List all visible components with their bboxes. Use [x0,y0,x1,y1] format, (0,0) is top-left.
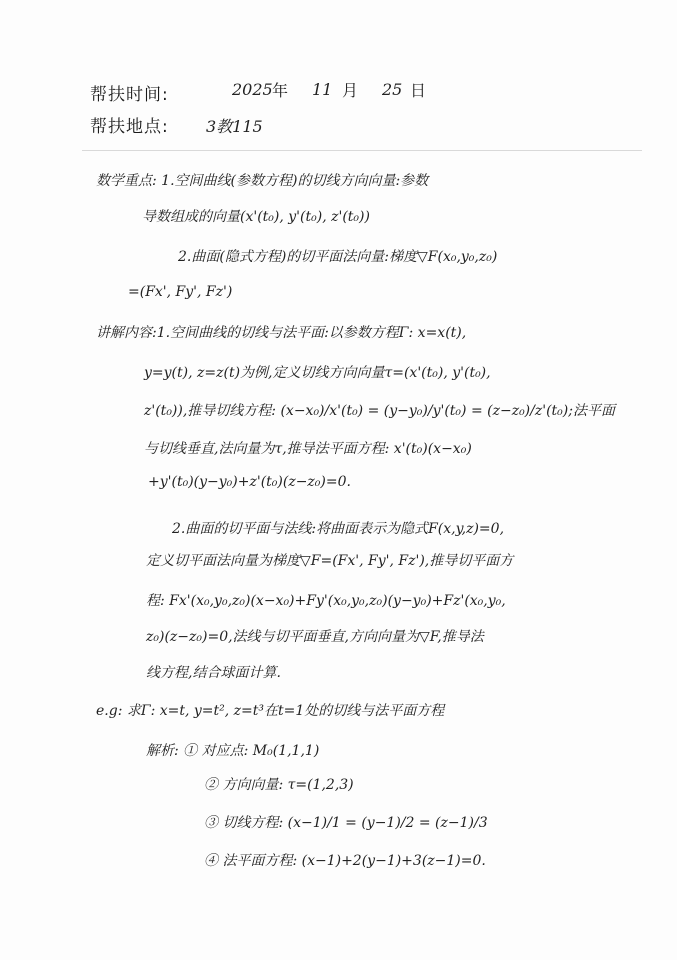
line-key-points-1: 数学重点: 1.空间曲线(参数方程)的切线方向向量:参数 [96,173,429,189]
line-content-7: 定义切平面法向量为梯度▽F=(Fx', Fy', Fz'),推导切平面方 [146,553,514,569]
place-value: 3教115 [206,117,263,136]
line-content-8: 程: Fx'(x₀,y₀,z₀)(x−x₀)+Fy'(x₀,y₀,z₀)(y−y₀)+Fz'(x₀,y₀, [146,593,506,609]
year-value: 2025 [232,80,273,99]
place-label: 帮扶地点: [90,117,169,137]
month-unit: 月 [342,81,359,100]
example-problem: e.g: 求Γ: x=t, y=t², z=t³在t=1处的切线与法平面方程 [96,703,445,719]
line-content-9: z₀)(z−z₀)=0,法线与切平面垂直,方向向量为▽F,推导法 [146,629,484,645]
header-rule [82,150,642,151]
time-label: 帮扶时间: [90,85,169,105]
solution-step-2: ② 方向向量: τ=(1,2,3) [204,777,354,793]
line-content-3: z'(t₀)),推导切线方程: (x−x₀)/x'(t₀) = (y−y₀)/y'(t₀) = (z−z₀)/z'(t₀);法平面 [144,403,615,419]
line-key-points-4: =(Fx', Fy', Fz') [128,284,233,300]
line-content-2: y=y(t), z=z(t)为例,定义切线方向向量τ=(x'(t₀), y'(t₀), [144,365,491,381]
line-content-6: 2.曲面的切平面与法线:将曲面表示为隐式F(x,y,z)=0, [172,521,505,537]
solution-step-4: ④ 法平面方程: (x−1)+2(y−1)+3(z−1)=0. [204,853,486,869]
line-key-points-2: 导数组成的向量(x'(t₀), y'(t₀), z'(t₀)) [142,209,370,225]
line-content-5: +y'(t₀)(y−y₀)+z'(t₀)(z−z₀)=0. [148,474,351,490]
month-value: 11 [312,80,333,99]
line-content-4: 与切线垂直,法向量为τ,推导法平面方程: x'(t₀)(x−x₀) [144,441,472,457]
line-content-1: 讲解内容:1.空间曲线的切线与法平面:以参数方程Γ: x=x(t), [96,325,467,341]
day-unit: 日 [410,81,427,100]
year-unit: 年 [272,81,289,100]
solution-step-3: ③ 切线方程: (x−1)/1 = (y−1)/2 = (z−1)/3 [204,815,488,831]
line-content-10: 线方程,结合球面计算. [146,665,281,681]
line-key-points-3: 2.曲面(隐式方程)的切平面法向量:梯度▽F(x₀,y₀,z₀) [178,249,498,265]
day-value: 25 [382,80,403,99]
solution-step-1: 解析: ① 对应点: M₀(1,1,1) [146,743,320,759]
